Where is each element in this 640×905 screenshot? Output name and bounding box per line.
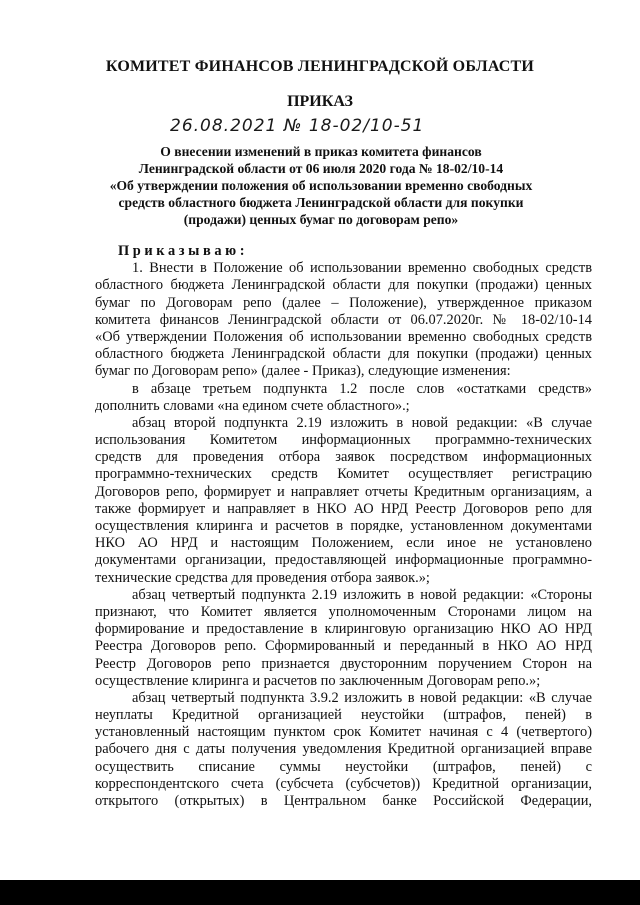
body-text-line: абзац четвертый подпункта 3.9.2 изложить в новой редакции: «В случае	[132, 689, 592, 706]
handwritten-date-number: 26.08.2021 № 18-02/10-51	[170, 116, 425, 136]
body-text-line: документами организации, предоставляющей информационные программно-	[95, 552, 592, 569]
body-text-line: программно-технических средств Комитет осуществляет регистрацию	[95, 466, 592, 483]
body-text-line: Реестр Договоров репо признается двусторонним поручением Сторон на	[95, 655, 592, 672]
committee-name: КОМИТЕТ ФИНАНСОВ ЛЕНИНГРАДСКОЙ ОБЛАСТИ	[105, 58, 535, 75]
body-text-line: установленный настоящим пунктом срок Комитет начиная с 4 (четвертого)	[95, 724, 592, 741]
body-text-line: средств для проведения отбора заявок посредством информационных	[95, 449, 592, 466]
body-text-line: областного бюджета Ленинградской области для покупки (продажи) ценных	[95, 346, 592, 363]
body-text-line: также формирует и направляет в НКО АО НРД Реестр Договоров репо для	[95, 500, 592, 517]
subject-line: «Об утверждении положения об использовании временно свободных	[109, 178, 533, 193]
body-text-line: осуществление клиринга и расчетов по заключенным Договорам репо.»;	[95, 672, 541, 689]
body-text-line: использования Комитетом информационных программно-технических	[95, 432, 592, 449]
body-text-line: «Об утверждении Положения об использовании временно свободных средств	[95, 328, 592, 345]
body-text-line: в абзаце третьем подпункта 1.2 после слов «остатками средств»	[132, 380, 592, 397]
subject-line: О внесении изменений в приказ комитета финансов	[160, 144, 482, 159]
scan-bottom-bar	[0, 880, 640, 905]
body-text-line: абзац второй подпункта 2.19 изложить в новой редакции: «В случае	[132, 414, 592, 431]
document-type-title: ПРИКАЗ	[287, 93, 353, 110]
body-text-line: дополнить словами «на едином счете областного».;	[95, 397, 410, 414]
subject-line: Ленинградской области от 06 июля 2020 года № 18-02/10-14	[138, 161, 504, 176]
body-text-line: признают, что Комитет является уполномоченным Сторонами лицом на	[95, 603, 592, 620]
body-text-line: 1. Внести в Положение об использовании временно свободных средств	[132, 260, 592, 277]
body-text-line: открытого (открытых) в Центральном банке Российской Федерации,	[95, 793, 592, 809]
body-text-line: формирование и предоставление в клиринговую организацию НКО АО НРД	[95, 621, 592, 638]
body-text-line: Реестра Договоров репо. Сформированный и переданный в НКО АО НРД	[95, 638, 592, 655]
body-text-line: неуплаты Кредитной организацией неустойки (штрафов, пеней) в	[95, 707, 592, 724]
body-text-line: осуществить списание суммы неустойки (штрафов, пеней) с	[95, 758, 592, 775]
body-text-line: бумаг по Договорам репо (далее – Положение), утвержденное приказом	[95, 294, 592, 311]
subject-line: средств областного бюджета Ленинградской области для покупки	[118, 195, 524, 210]
body-text-line: осуществления клиринга и расчетов в порядке, установленном документами	[95, 518, 592, 534]
order-subject	[96, 143, 546, 228]
subject-line: (продажи) ценных бумаг по договорам репо»	[183, 212, 459, 227]
body-text-line: НКО АО НРД и настоящим Положением, если иное не установлено	[95, 535, 592, 552]
body-text-line: бумаг по Договорам репо» (далее - Приказ), следующие изменения:	[95, 363, 511, 380]
body-text-line: рабочего дня с даты получения уведомления Кредитной организацией вправе	[95, 741, 592, 758]
order-body	[95, 243, 592, 810]
body-text-line: комитета финансов Ленинградской области от 06.07.2020г. № 18-02/10-14	[95, 311, 592, 328]
body-text-line: абзац четвертый подпункта 2.19 изложить в новой редакции: «Стороны	[132, 586, 592, 603]
body-text-line: корреспондентского счета (субсчета (субсчетов)) Кредитной организации,	[95, 775, 592, 792]
body-text-line: областного бюджета Ленинградской области для покупки (продажи) ценных	[95, 277, 592, 294]
body-text-line: Договоров репо, формирует и направляет отчеты Кредитным организациям, а	[95, 483, 592, 500]
order-heading: Приказываю:	[118, 243, 249, 259]
body-text-line: технические средства для проведения отбора заявок.»;	[95, 569, 430, 586]
